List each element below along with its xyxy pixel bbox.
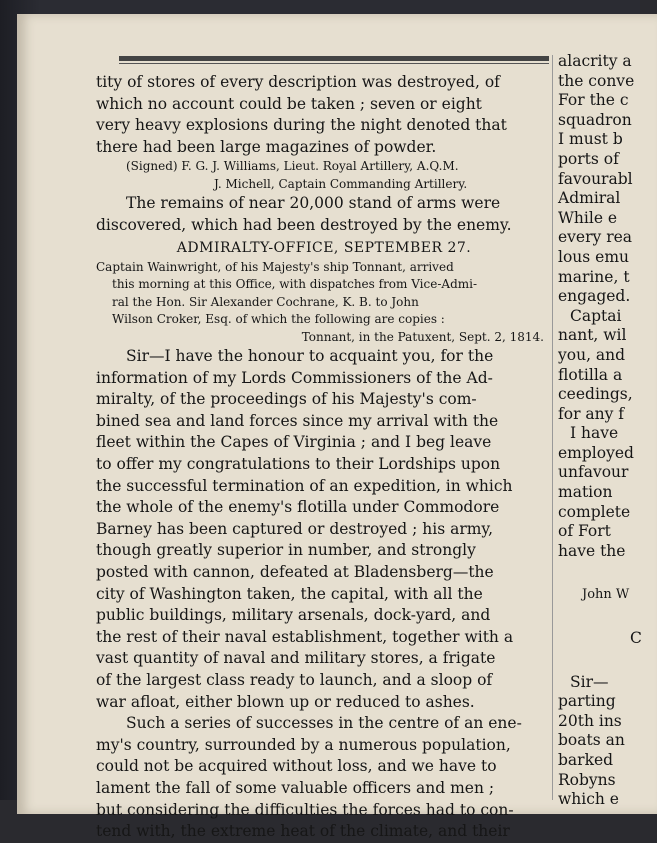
letter-line: Barney has been captured or destroyed ; his army, (96, 519, 494, 538)
letter-line: miralty, of the proceedings of his Majesty's com- (96, 390, 477, 409)
text-line: flotilla a (558, 365, 623, 384)
dateline: Tonnant, in the Patuxent, Sept. 2, 1814. (301, 329, 544, 344)
text-line: While e (558, 208, 618, 227)
text-line: lous emu (558, 247, 630, 266)
letter-line: bined sea and land forces since my arrival with the (96, 411, 499, 430)
letter-line: to offer my congratulations to their Lordships upon (96, 455, 501, 474)
letter-line: Sir—I have the honour to acquaint you, for the (126, 347, 494, 366)
text-line: I must b (558, 130, 623, 149)
right-column-cropped (558, 52, 640, 810)
letter-line: Such a series of successes in the centre of an ene- (126, 714, 522, 733)
letter-line: vast quantity of naval and military stores, a frigate (96, 649, 496, 668)
left-column (96, 72, 552, 843)
section-heading: ADMIRALTY-OFFICE, SEPTEMBER 27. (176, 239, 472, 256)
text-line: the conve (558, 71, 635, 90)
intro-line: Captain Wainwright, of his Majesty's ship Tonnant, arrived (96, 259, 454, 274)
signature: John W (582, 587, 630, 603)
letter-line: the successful termination of an expedition, in which (96, 476, 513, 495)
letter-line: war afloat, either blown up or reduced to ashes. (96, 692, 475, 711)
intro-line: this morning at this Office, with dispatches from Vice-Admi- (112, 277, 478, 292)
letter-line: my's country, surrounded by a numerous population, (96, 735, 511, 754)
text-line: there had been large magazines of powder. (96, 137, 437, 156)
text-line: for any f (558, 404, 625, 423)
text-line: squadron (558, 110, 632, 129)
text-line: complete (558, 502, 631, 521)
letter-line: city of Washington taken, the capital, with all the (96, 584, 483, 603)
text-line: Sir— (570, 672, 609, 691)
text-line: The remains of near 20,000 stand of arms were (126, 194, 501, 213)
letter-line: posted with cannon, defeated at Bladensberg—the (96, 563, 494, 581)
letter-line: lament the fall of some valuable officers and men ; (96, 778, 495, 797)
intro-line: ral the Hon. Sir Alexander Cochrane, K. B. to John (112, 294, 419, 309)
text-line: ceedings, (558, 385, 633, 404)
text-line: every rea (558, 228, 633, 247)
intro-line: Wilson Croker, Esq. of which the following are copies : (112, 312, 445, 327)
letter-line: information of my Lords Commissioners of the Ad- (96, 368, 493, 387)
text-line: of Fort (558, 522, 611, 541)
text-line: For the c (558, 91, 629, 110)
text-line: Admiral (558, 189, 621, 208)
text-line: favourabl (558, 169, 633, 188)
letter-line: public buildings, military arsenals, dock-yard, and (96, 606, 491, 625)
signature-line: (Signed) F. G. J. Williams, Lieut. Royal Artillery, A.Q.M. (126, 159, 459, 174)
letter-line: could not be acquired without loss, and we have to (96, 757, 497, 776)
top-rule-thin (119, 63, 549, 64)
text-line: have the (558, 541, 626, 560)
text-line: 20th ins (558, 711, 622, 730)
text-line: Captai (570, 306, 622, 325)
text-line: barked (558, 751, 614, 769)
text-line: you, and (558, 345, 626, 364)
text-line: which e (558, 790, 619, 809)
text-line: tity of stores of every description was destroyed, of (96, 73, 500, 91)
letter-line: tend with, the extreme heat of the climate, and their (96, 822, 510, 841)
top-rule (119, 56, 549, 61)
letter-line: fleet within the Capes of Virginia ; and I beg leave (96, 433, 492, 452)
text-line: which no account could be taken ; seven or eight (96, 94, 482, 113)
text-line: employed (558, 443, 634, 462)
text-line: parting (558, 692, 616, 711)
text-line: boats an (558, 731, 625, 750)
letter-line: though greatly superior in number, and strongly (96, 541, 476, 560)
signature-line: J. Michell, Captain Commanding Artillery. (214, 176, 468, 191)
initial: C (630, 629, 642, 648)
text-line: marine, t (558, 267, 630, 286)
text-line: mation (558, 483, 613, 502)
letter-line: the rest of their naval establishment, together with a (96, 627, 514, 646)
text-line: engaged. (558, 287, 631, 306)
text-line: discovered, which had been destroyed by the enemy. (96, 215, 512, 234)
letter-line: but considering the difficulties the forces had to con- (96, 800, 514, 819)
text-line: unfavour (558, 463, 629, 482)
text-line: ports of (558, 149, 619, 168)
text-line: very heavy explosions during the night denoted that (96, 116, 507, 135)
text-line: alacrity a (558, 52, 632, 70)
text-line: I have (570, 424, 619, 443)
text-line: nant, wil (558, 326, 627, 345)
column-divider (552, 55, 553, 800)
text-line: Robyns (558, 770, 616, 789)
letter-line: of the largest class ready to launch, and a sloop of (96, 670, 493, 689)
letter-line: the whole of the enemy's flotilla under Commodore (96, 498, 500, 517)
